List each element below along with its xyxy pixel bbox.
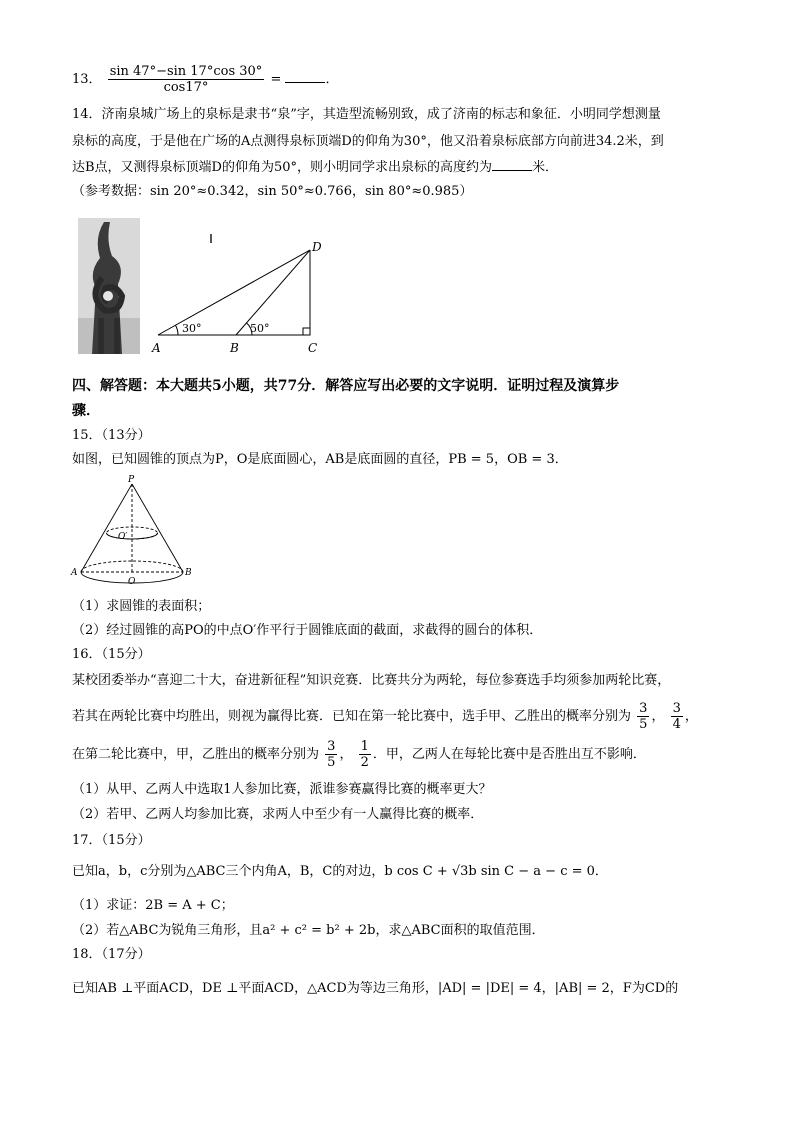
section4-heading-line1: 四、解答题：本大题共5小题，共77分．解答应写出必要的文字说明．证明过程及演算步 — [72, 378, 620, 394]
label-D: D — [312, 240, 322, 254]
q14-line3-text: 达B点，又测得泉标顶端D的仰角为50°，则小明同学求出泉标的高度约为 — [72, 160, 493, 175]
q13-answer-blank — [285, 70, 325, 83]
q16-line2: 若其在两轮比赛中均胜出，则视为赢得比赛．已知在第一轮比赛中，选手甲、乙胜出的概率分别为 $\frac{3}{5}$ ， $\frac{3}{4}$ ， — [72, 701, 698, 732]
stray-mark-icon — [210, 234, 212, 243]
cone-label-A: A — [71, 568, 78, 578]
q17-stem: 已知a，b，c分别为△ABC三个内角A，B，C的对边，b cos C + √3b sin C − a − c = 0． — [72, 864, 608, 879]
q13-line — [72, 64, 339, 95]
frac-num: 1 — [360, 739, 369, 754]
q14-reference-data: （参考数据：sin 20°≈0.342，sin 50°≈0.766，sin 80°≈0.985） — [72, 184, 473, 199]
frac-num: 3 — [672, 701, 681, 716]
q14-line3 — [72, 158, 558, 177]
q13-number: 13． — [72, 72, 102, 87]
q18-stem: 已知AB ⊥平面ACD，DE ⊥平面ACD，△ACD为等边三角形，|AD| = |DE| = 4，|AB| = 2，F为CD的 — [72, 981, 679, 996]
label-A: A — [152, 341, 161, 355]
q16-line3-end: ．甲，乙两人在每轮比赛中是否胜出互不影响． — [372, 747, 646, 762]
frac-den: 2 — [360, 755, 369, 770]
q15-stem: 如图，已知圆锥的顶点为P，O是底面圆心，AB是底面圆的直径，PB = 5，OB = 3． — [72, 452, 568, 467]
q16-part2: （2）若甲、乙两人均参加比赛，求两人中至少有一人赢得比赛的概率． — [72, 807, 484, 822]
q13-fraction — [108, 64, 265, 95]
q16-frac-jia-round2 — [325, 739, 337, 770]
q13-numerator: sin 47°−sin 17°cos 30° — [109, 64, 263, 79]
q17-part1: （1）求证：2B = A + C； — [72, 898, 234, 913]
q13-equals: = — [270, 72, 282, 87]
q13-denominator: cos17° — [163, 80, 209, 95]
label-B: B — [230, 341, 239, 355]
frac-num: 3 — [639, 701, 648, 716]
cone-label-P: P — [128, 475, 135, 485]
frac-den: 4 — [672, 717, 681, 732]
q17-header: 17．（15分） — [72, 833, 151, 848]
q16-frac-yi-round1 — [671, 701, 683, 732]
q16-line3: 在第二轮比赛中，甲，乙胜出的概率分别为 $\frac{3}{5}$ ， $\frac{1}{2}$ ．甲，乙两人在每轮比赛中是否胜出互不影响． — [72, 739, 646, 770]
q15-header: 15．（13分） — [72, 428, 151, 443]
q16-part1: （1）从甲、乙两人中选取1人参加比赛，派谁参赛赢得比赛的概率更大？ — [72, 782, 492, 797]
frac-den: 5 — [639, 717, 648, 732]
cone-label-B: B — [185, 568, 192, 578]
label-C: C — [308, 341, 318, 355]
fountain-sculpture-photo — [78, 218, 140, 354]
q17-part2: （2）若△ABC为锐角三角形，且a² + c² = b² + 2b，求△ABC面积的取值范围． — [72, 923, 545, 938]
frac-num: 3 — [327, 739, 336, 754]
q14-line1: 14．济南泉城广场上的泉标是隶书“泉”字，其造型流畅别致，成了济南的标志和象征．小明同学想测量 — [72, 107, 661, 122]
q16-line1: 某校团委举办“喜迎二十大，奋进新征程”知识竞赛．比赛共分为两轮，每位参赛选手均须参加两轮比赛， — [72, 673, 671, 688]
q13-end: ． — [325, 72, 339, 87]
q14-line3-end: 米． — [532, 160, 559, 175]
q15-part2: （2）经过圆锥的高PO的中点O′作平行于圆锥底面的截面，求截得的圆台的体积． — [72, 623, 543, 638]
angle-A-label: 30° — [182, 322, 202, 335]
cone-label-O1: O′ — [118, 532, 128, 542]
q14-line2: 泉标的高度，于是他在广场的A点测得泉标顶端D的仰角为30°，他又沿着泉标底部方向前进34.2米，到 — [72, 134, 664, 149]
q15-part1: （1）求圆锥的表面积； — [72, 599, 211, 614]
q18-header: 18．（17分） — [72, 947, 151, 962]
q16-frac-jia-round1 — [637, 701, 649, 732]
q16-header: 16．（15分） — [72, 647, 151, 662]
angle-B-label: 50° — [250, 322, 270, 335]
cone-label-O: O — [128, 577, 136, 587]
section4-heading-line2: 骤． — [72, 403, 100, 419]
q16-line3-text: 在第二轮比赛中，甲，乙胜出的概率分别为 — [72, 747, 320, 762]
cone-figure — [70, 474, 200, 590]
elevation-triangle-figure — [150, 228, 350, 358]
q16-frac-yi-round2 — [359, 739, 371, 770]
frac-den: 5 — [327, 755, 336, 770]
q16-line2-text: 若其在两轮比赛中均胜出，则视为赢得比赛．已知在第一轮比赛中，选手甲、乙胜出的概率分别为 — [72, 709, 632, 724]
q14-answer-blank — [492, 158, 532, 171]
